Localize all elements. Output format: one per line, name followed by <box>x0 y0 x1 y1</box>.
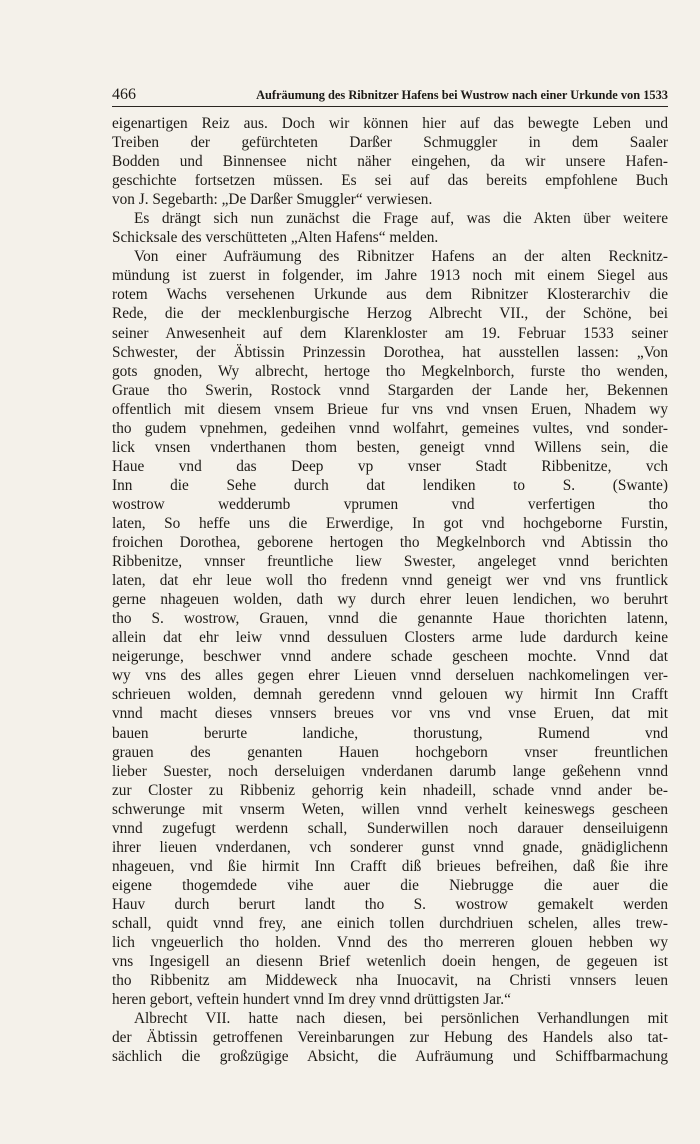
text-line: Hauv durch berurt landt tho S. wostrow gemakelt werden <box>112 895 668 913</box>
text-line: gots gnoden, Wy albrecht, hertoge tho Megkelnborch, furste tho wenden, <box>112 362 668 380</box>
text-line: bauen berurte landiche, thorustung, Rumend vnd <box>112 724 668 742</box>
text-line: vns Ingesigell an diesenn Brief wetenlich doein hengen, de gegeuen ist <box>112 953 668 971</box>
text-line: vnnd macht dieses vnnsers breues vor vns vnd vnse Eruen, dat mit <box>112 705 668 723</box>
text-line: Ribbenitze, vnnser freuntliche liew Swester, angeleget vnnd berichten <box>112 553 668 571</box>
text-line: von J. Segebarth: „De Darßer Smuggler“ verwiesen. <box>112 191 433 209</box>
text-line: sächlich die großzügige Absicht, die Aufräumung und Schiffbarmachung <box>112 1048 668 1066</box>
text-line: rotem Wachs versehenen Urkunde aus dem Ribnitzer Klosterarchiv die <box>112 286 668 304</box>
text-line: lich vngeuerlich tho holden. Vnnd des tho merreren glouen hebben wy <box>112 934 668 952</box>
text-line: lieber Suester, noch derseluigen vnderdanen darumb lange geßehenn vnnd <box>112 762 668 780</box>
text-line: tho S. wostrow, Grauen, vnnd die genannte Haue thorichten latenn, <box>112 610 668 628</box>
text-line: Bodden und Binnensee nicht näher eingehen, da wir unsere Hafen- <box>112 153 668 171</box>
text-line: heren gebort, veftein hundert vnnd Im drey vnnd drüttigsten Jar.“ <box>112 991 511 1009</box>
text-line: der Äbtissin getroffenen Vereinbarungen zur Hebung des Handels also tat- <box>112 1029 668 1047</box>
text-line: schrieuen wolden, demnah geredenn vnnd gelouen wy hirmit Inn Crafft <box>112 686 668 704</box>
text-line: froichen Dorothea, geborene hertogen tho Megkelnborch vnd Abtissin tho <box>112 534 668 552</box>
text-line: Haue vnd das Deep vp vnser Stadt Ribbenitze, vch <box>112 457 668 475</box>
page-number: 466 <box>112 86 136 103</box>
text-line: mündung ist zuerst in folgender, im Jahre 1913 noch mit einem Siegel aus <box>112 267 668 285</box>
text-line: wostrow wedderumb vprumen vnd verfertigen tho <box>112 495 668 513</box>
running-title: Aufräumung des Ribnitzer Hafens bei Wustrow nach einer Urkunde von 1533 <box>256 88 668 102</box>
text-line: Von einer Aufräumung des Ribnitzer Hafens an der alten Recknitz- <box>134 248 668 266</box>
text-line: seiner Anwesenheit auf dem Klarenkloster am 19. Februar 1533 seiner <box>112 324 668 342</box>
body-text <box>112 114 668 1066</box>
text-line: eigene thogemdede vihe auer die Niebrugge die auer die <box>112 876 668 894</box>
text-line: vnnd zugefugt werdenn schall, Sunderwillen noch darauer denseiluigenn <box>112 819 668 837</box>
text-line: schall, quidt vnnd frey, ane einich tollen durchdriuen schelen, alles trew- <box>112 914 668 932</box>
text-line: gerne nhageuen wolden, dath wy durch ehrer leuen lendichen, wo beruhrt <box>112 591 668 609</box>
text-line: Treiben der gefürchteten Darßer Schmuggler in dem Saaler <box>112 134 668 152</box>
text-line: allein dat ehr leiw vnnd dessuluen Closters arme lude dardurch keine <box>112 629 668 647</box>
text-line: geschichte fortsetzen müssen. Es sei auf das bereits empfohlene Buch <box>112 172 668 190</box>
text-line: offentlich mit diesem vnsem Brieue fur vns vnd vnsen Eruen, Nhadem wy <box>112 400 668 418</box>
text-line: Rede, die der mecklenburgische Herzog Albrecht VII., der Schöne, bei <box>112 305 668 323</box>
text-line: laten, So heffe uns die Erwerdige, In got vnd hochgeborne Furstin, <box>112 514 668 532</box>
text-line: eigenartigen Reiz aus. Doch wir können hier auf das bewegte Leben und <box>112 115 668 132</box>
page-header <box>112 86 668 107</box>
text-line: Inn die Sehe durch dat lendiken to S. (Swante) <box>112 476 668 494</box>
text-line: nhageuen, vnd ßie hirmit Inn Crafft diß brieues befreihen, daß ßie ihre <box>112 857 668 875</box>
text-line: lick vnsen vnderthanen thom besten, geneigt vnnd Willens sein, die <box>112 438 668 456</box>
text-line: neigerunge, beschwer vnnd andere schade gescheen mochte. Vnnd dat <box>112 648 668 666</box>
text-line: ihrer lieuen vnderdanen, vch sonderer gunst vnnd gnade, gnädiglichenn <box>112 838 668 856</box>
text-line: Es drängt sich nun zunächst die Frage auf, was die Akten über weitere <box>134 210 668 228</box>
text-line: Schwester, der Äbtissin Prinzessin Dorothea, hat ausstellen lassen: „Von <box>112 343 668 361</box>
text-line: Albrecht VII. hatte nach diesen, bei persönlichen Verhandlungen mit <box>134 1010 668 1028</box>
text-line: wy vns des alles gegen ehrer Lieuen vnnd derseluen nachkomelingen ver- <box>112 667 668 685</box>
text-line: grauen des genanten Hauen hochgeborn vnser freuntlichen <box>112 743 668 761</box>
text-line: tho gudem vpnehmen, gedeihen vnnd wolfahrt, gemeines vultes, vnd sonder- <box>112 419 668 437</box>
text-line: Schicksale des verschütteten „Alten Hafens“ melden. <box>112 229 439 247</box>
text-line: zur Closter zu Ribbeniz gehorrig kein nhadeill, schade vnnd ander be- <box>112 781 668 799</box>
text-line: Graue tho Swerin, Rostock vnnd Stargarden der Lande her, Bekennen <box>112 381 668 399</box>
text-line: laten, dat ehr leue woll tho fredenn vnnd geneigt wer vnd vns fruntlick <box>112 572 668 590</box>
text-line: schwerunge mit vnserm Weten, willen vnnd verhelt keineswegs gescheen <box>112 800 668 818</box>
text-line: tho Ribbenitz am Middeweck nha Inuocavit, na Christi vnnsers leuen <box>112 972 668 990</box>
